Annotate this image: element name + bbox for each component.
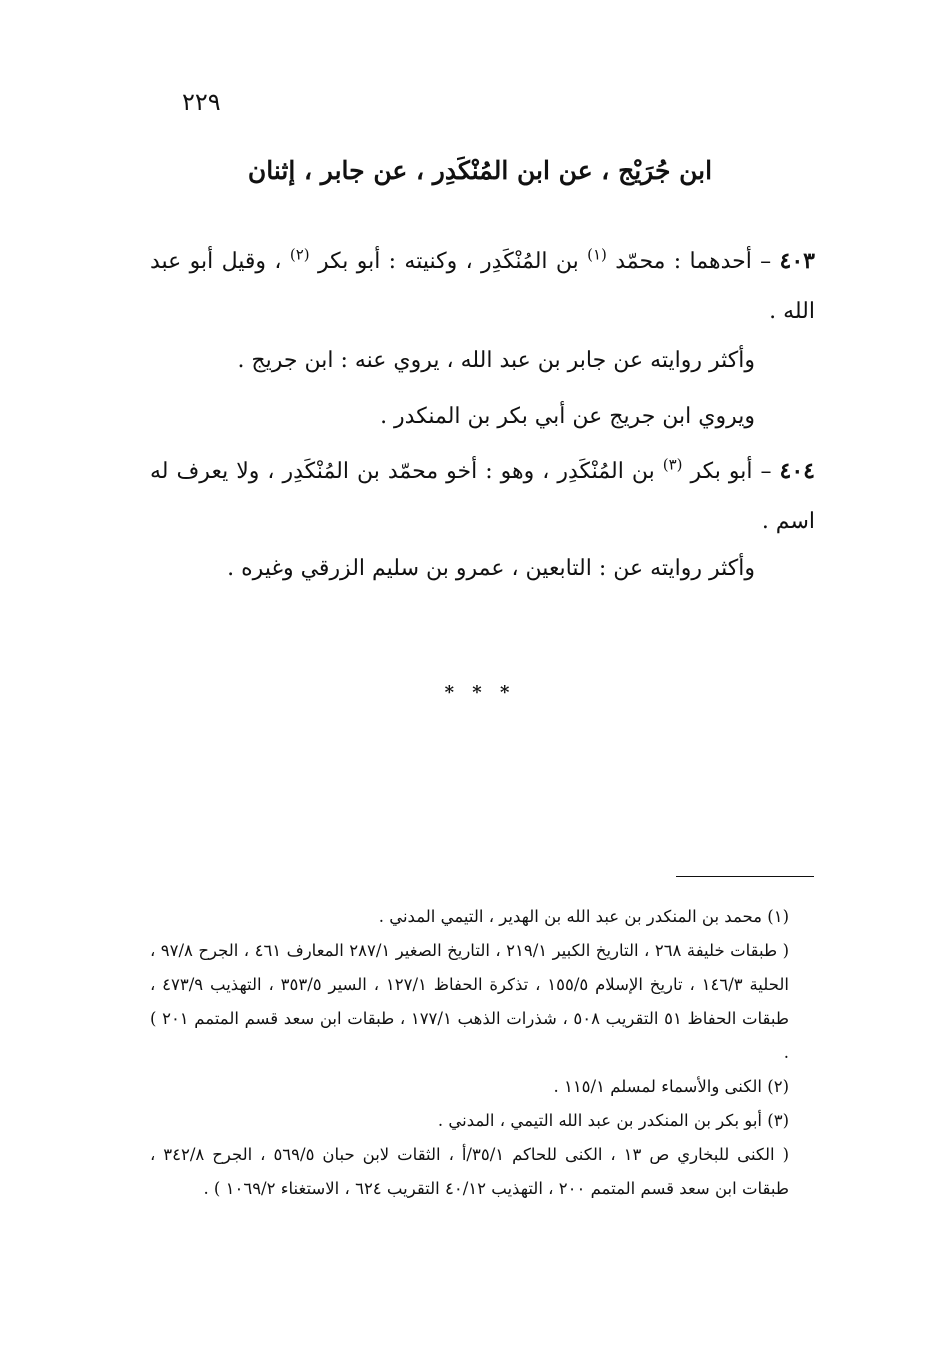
footnote-ref[interactable]: (١)	[587, 245, 607, 264]
footnote-ref[interactable]: (٢)	[289, 245, 310, 264]
paragraph-403-narration: وأكثر روايته عن جابر بن عبد الله ، يروي عنه : ابن جريج .	[237, 348, 755, 373]
footnote-1: (١) محمد بن المنكدر بن عبد الله بن الهدير ، التيمي المدني .	[378, 907, 789, 926]
entry-text: بن المُنْكَدِر ، وهو : أخو محمّد بن المُنْكَدِر ، ولا يعرف له اسم .	[150, 459, 815, 534]
footnote-3-references: ( الكنى للبخاري ص ١٣ ، الكنى للحاكم ٣٥/١/أ ، الثقات لابن حبان ٥٦٩/٥ ، الجرح ٣٤٢/٨ ، طبقات ابن سعد قسم المتمم ٢٠٠ ، التهذيب ٤٠/١٢ التقريب ٦٢٤ ، الاستغناء ١٠٦٩/٢ ) .	[150, 1145, 790, 1198]
page-number: ٢٢٩	[182, 88, 221, 116]
entry-text: بن المُنْكَدِر ، وكنيته : أبو بكر	[309, 249, 588, 274]
footnote-divider	[676, 876, 814, 877]
entry-number: ٤٠٣	[779, 248, 815, 274]
footnote-1-references: ( طبقات خليفة ٢٦٨ ، التاريخ الكبير ٢١٩/١ ، التاريخ الصغير ٢٨٧/١ المعارف ٤٦١ ، الجرح ٩٧/٨ ، الحلية ١٤٦/٣ ، تاريخ الإسلام ١٥٥/٥ ، تذكرة الحفاظ ١٢٧/١ ، السير ٣٥٣/٥ ، التهذيب ٤٧٣/٩ ، طبقات الحفاظ ٥١ التقريب ٥٠٨ ، شذرات الذهب ١٧٧/١ ، طبقات ابن سعد قسم المتمم ٢٠١ ) .	[150, 941, 790, 1062]
footnote-ref[interactable]: (٣)	[662, 455, 683, 474]
entry-number: ٤٠٤	[779, 458, 815, 484]
entry-text: – أحدهما : محمّد	[606, 249, 780, 274]
entry-text: – أبو بكر	[682, 459, 780, 484]
entry-text: ، وقيل أبو عبد الله .	[150, 249, 815, 324]
section-separator: * * *	[444, 682, 516, 703]
section-heading: ابن جُرَيْج ، عن ابن المُنْكَدِر ، عن جابر ، إثنان	[247, 156, 713, 185]
footnotes	[150, 900, 815, 1206]
footnote-2: (٢) الكنى والأسماء لمسلم ١١٥/١ .	[553, 1077, 789, 1096]
paragraph-403-reverse: ويروي ابن جريج عن أبي بكر بن المنكدر .	[380, 404, 755, 429]
entry-403	[150, 236, 815, 337]
footnote-3: (٣) أبو بكر بن المنكدر بن عبد الله التيمي ، المدني .	[437, 1111, 789, 1130]
paragraph-404-narration: وأكثر روايته عن : التابعين ، عمرو بن سليم الزرقي وغيره .	[227, 556, 755, 581]
entry-404	[150, 446, 815, 547]
